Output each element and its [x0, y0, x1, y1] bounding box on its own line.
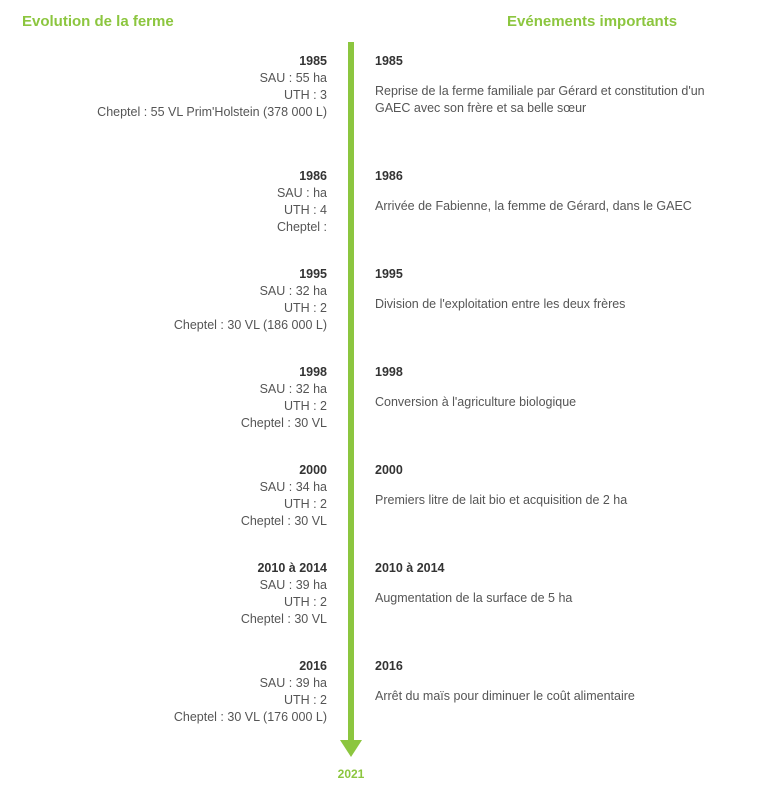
event-2016 — [375, 658, 715, 705]
farm-sau: SAU : 55 ha — [259, 71, 327, 85]
event-1985 — [375, 53, 715, 117]
farm-uth: UTH : 2 — [283, 399, 327, 413]
event-2000 — [375, 462, 715, 509]
farm-uth: UTH : 4 — [283, 203, 327, 217]
event-year: 1995 — [375, 267, 403, 281]
timeline-end-year: 2021 — [337, 767, 365, 781]
event-text: Arrêt du maïs pour diminuer le coût alimentaire — [375, 689, 635, 703]
farm-sau: SAU : 39 ha — [259, 676, 327, 690]
farm-cheptel: Cheptel : 30 VL — [240, 416, 327, 430]
right-column-header: Evénements importants — [507, 13, 678, 30]
farm-year: 1986 — [299, 169, 327, 183]
farm-year: 1998 — [299, 365, 327, 379]
event-text: Augmentation de la surface de 5 ha — [375, 591, 573, 605]
farm-state-2016 — [174, 658, 327, 726]
farm-state-1986 — [277, 168, 327, 236]
event-year: 2016 — [375, 659, 403, 673]
farm-year: 1985 — [299, 54, 327, 68]
event-2010-2014 — [375, 560, 715, 607]
farm-cheptel: Cheptel : 30 VL (186 000 L) — [173, 318, 327, 332]
event-1995 — [375, 266, 715, 313]
farm-cheptel: Cheptel : 30 VL — [240, 514, 327, 528]
farm-year: 2016 — [299, 659, 327, 673]
farm-state-1998 — [241, 364, 327, 432]
event-text: Arrivée de Fabienne, la femme de Gérard, dans le GAEC — [375, 199, 692, 213]
event-text: Reprise de la ferme familiale par Gérard et constitution d'un GAEC avec son frère et sa belle sœur — [375, 84, 705, 115]
farm-uth: UTH : 2 — [283, 693, 327, 707]
farm-sau: SAU : ha — [276, 186, 327, 200]
event-year: 2000 — [375, 463, 403, 477]
event-1998 — [375, 364, 715, 411]
timeline-axis — [348, 42, 354, 742]
farm-sau: SAU : 32 ha — [259, 382, 327, 396]
event-text: Conversion à l'agriculture biologique — [375, 395, 577, 409]
farm-year: 2010 à 2014 — [257, 561, 327, 575]
event-year: 1985 — [375, 54, 403, 68]
farm-sau: SAU : 32 ha — [259, 284, 327, 298]
farm-state-2000 — [241, 462, 327, 530]
farm-cheptel: Cheptel : — [276, 220, 327, 234]
farm-sau: SAU : 34 ha — [259, 480, 327, 494]
event-text: Division de l'exploitation entre les deux frères — [375, 297, 626, 311]
farm-uth: UTH : 2 — [283, 301, 327, 315]
farm-cheptel: Cheptel : 30 VL (176 000 L) — [173, 710, 327, 724]
timeline-arrow-icon — [340, 740, 362, 757]
farm-state-1985 — [97, 53, 327, 121]
event-text: Premiers litre de lait bio et acquisition de 2 ha — [375, 493, 628, 507]
farm-uth: UTH : 2 — [283, 497, 327, 511]
farm-cheptel: Cheptel : 55 VL Prim'Holstein (378 000 L) — [97, 105, 327, 119]
event-year: 1998 — [375, 365, 403, 379]
event-year: 2010 à 2014 — [375, 561, 445, 575]
farm-year: 2000 — [299, 463, 327, 477]
farm-state-1995 — [174, 266, 327, 334]
farm-cheptel: Cheptel : 30 VL — [240, 612, 327, 626]
farm-state-2010-2014 — [241, 560, 327, 628]
farm-uth: UTH : 2 — [283, 595, 327, 609]
left-column-header: Evolution de la ferme — [22, 13, 174, 30]
farm-year: 1995 — [299, 267, 327, 281]
farm-uth: UTH : 3 — [283, 88, 327, 102]
event-year: 1986 — [375, 169, 403, 183]
farm-sau: SAU : 39 ha — [259, 578, 327, 592]
event-1986 — [375, 168, 715, 215]
